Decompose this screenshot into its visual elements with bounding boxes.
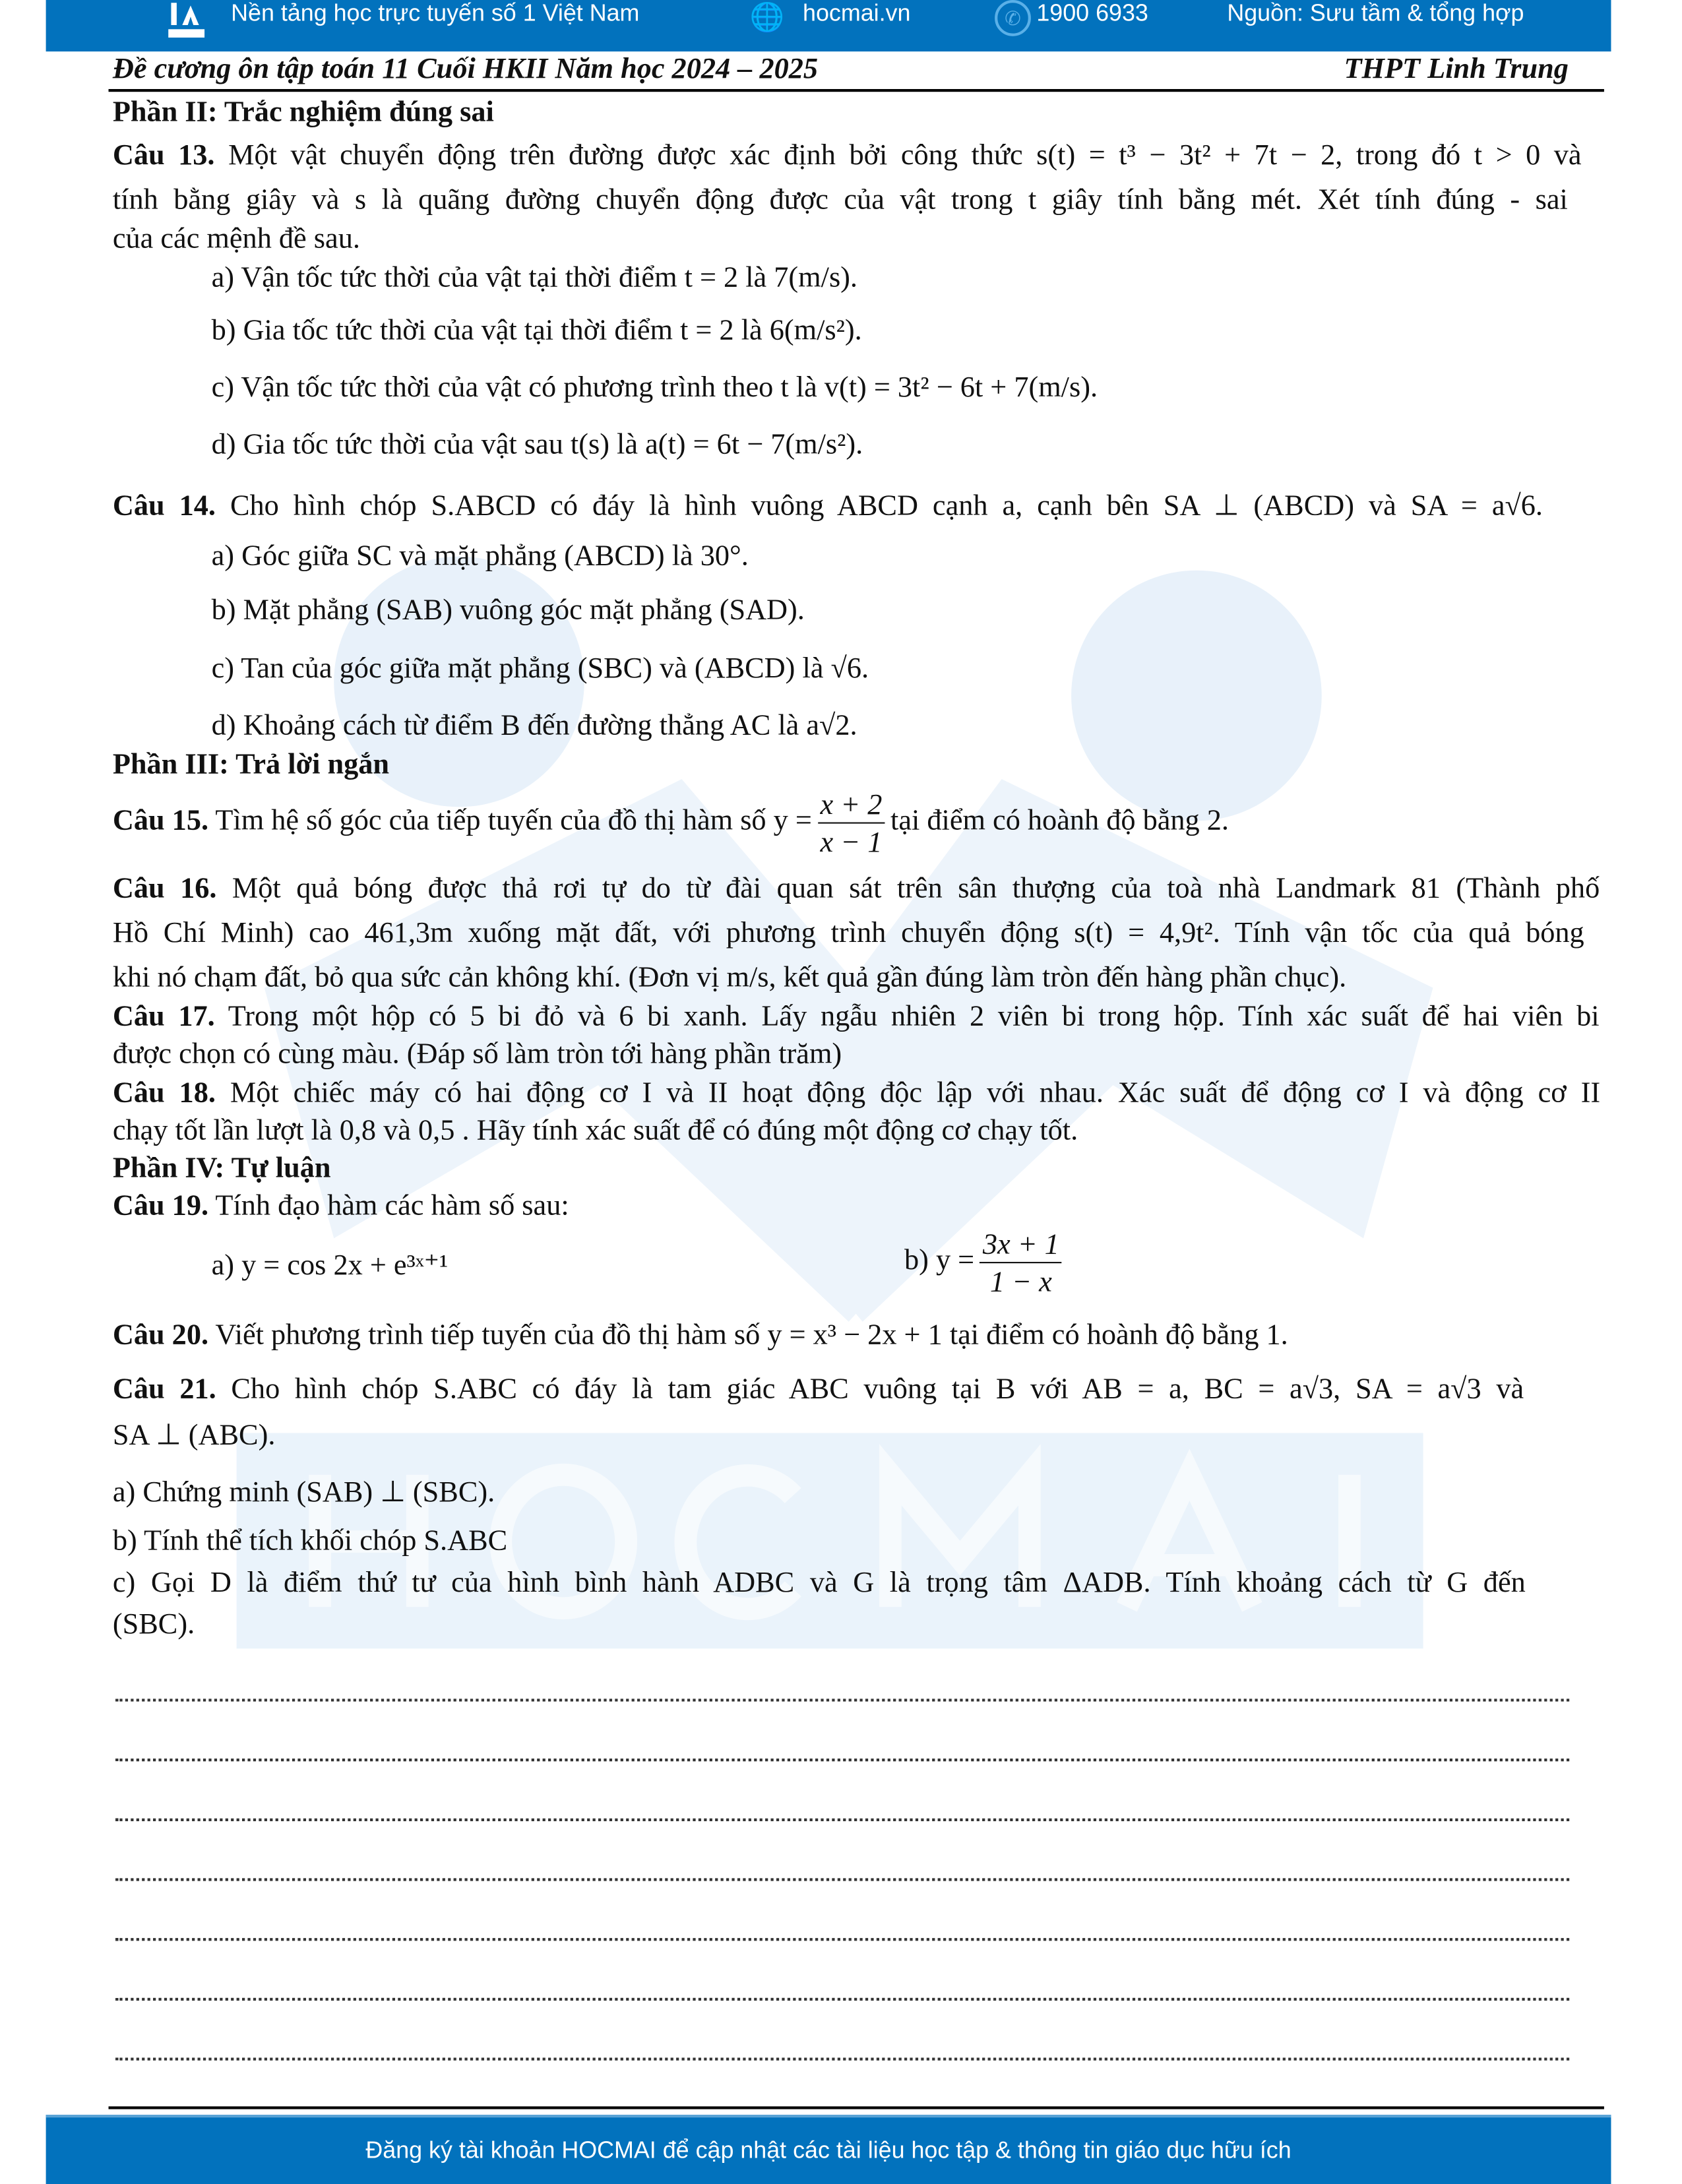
answer-line[interactable] (115, 1819, 1569, 1821)
statement-a: a) Góc giữa SC và mặt phẳng (ABCD) là 30°. (211, 538, 749, 572)
question-label: Câu 21. (112, 1371, 216, 1406)
question-label: Câu 16. (112, 871, 217, 904)
question-text: tại điểm có hoành độ bằng 2. (890, 803, 1230, 837)
question-text: khi nó chạm đất, bỏ qua sức cản không khí. (Đơn vị m/s, kết quả gần đúng làm tròn đến hàng phần chục). (112, 960, 1347, 993)
school-name: THPT Linh Trung (1344, 51, 1569, 85)
exercise-text: b) y = (904, 1243, 975, 1276)
question-text: Tìm hệ số góc của tiếp tuyến của đồ thị hàm số y = (215, 803, 812, 837)
numerator: x + 2 (817, 786, 885, 824)
section-title: Phần IV: Tự luận (112, 1150, 331, 1184)
fraction (980, 1226, 1062, 1299)
question-text: Một vật chuyển động trên đường được xác định bởi công thức s(t) = t³ − 3t² + 7t − 2, trong đó t > 0 và (228, 137, 1582, 172)
hocmai-logo-icon (163, 0, 218, 42)
statement-c: c) Vận tốc tức thời của vật có phương trình theo t là v(t) = 3t² − 6t + 7(m/s). (211, 370, 1098, 404)
section-title: Phần III: Trả lời ngắn (112, 747, 390, 781)
question-16 (113, 871, 1600, 904)
question-label: Câu 15. (112, 803, 209, 837)
phone-icon: ✆ (995, 0, 1031, 36)
exercise-a: a) y = cos 2x + e³ˣ⁺¹ (211, 1247, 449, 1282)
question-line (113, 182, 1600, 216)
statement-c: c) Tan của góc giữa mặt phẳng (SBC) và (ABCD) là √6. (211, 651, 869, 685)
question-label: Câu 14. (112, 488, 216, 522)
exercise-c: c) Gọi D là điểm thứ tư của hình bình hành ADBC và G là trọng tâm ΔADB. Tính khoảng cách từ G đến (112, 1565, 1526, 1599)
question-19 (113, 1188, 1600, 1222)
question-text: Một chiếc máy có hai động cơ I và II hoạt động độc lập với nhau. Xác suất để động cơ I và động cơ II (230, 1075, 1601, 1109)
document-title: Đề cương ôn tập toán 11 Cuối HKII Năm học 2024 – 2025 (112, 51, 819, 85)
exercise-c-cont: (SBC). (112, 1607, 195, 1640)
question-line (113, 960, 1600, 993)
question-17 (113, 999, 1600, 1032)
question-13 (113, 138, 1600, 172)
statement-d: d) Gia tốc tức thời của vật sau t(s) là a(t) = 6t − 7(m/s²). (211, 427, 863, 461)
question-label: Câu 18. (112, 1075, 216, 1109)
answer-line[interactable] (115, 1998, 1569, 2001)
question-text: SA ⊥ (ABC). (112, 1418, 276, 1451)
denominator: 1 − x (989, 1264, 1052, 1298)
phone-number: 1900 6933 (1036, 0, 1148, 27)
question-18 (113, 1075, 1600, 1109)
exercise-a: a) Chứng minh (SAB) ⊥ (SBC). (112, 1474, 495, 1509)
question-text: của các mệnh đề sau. (112, 221, 360, 255)
question-20 (113, 1317, 1600, 1351)
question-label: Câu 20. (112, 1317, 209, 1352)
tagline: Nền tảng học trực tuyến số 1 Việt Nam (231, 0, 640, 27)
globe-icon: 🌐 (749, 3, 785, 34)
answer-line[interactable] (115, 2058, 1569, 2061)
denominator: x − 1 (820, 825, 883, 859)
question-text: Trong một hộp có 5 bi đỏ và 6 bi xanh. Lấy ngẫu nhiên 2 viên bi trong hộp. Tính xác suất để hai viên bi (228, 999, 1600, 1033)
answer-line[interactable] (115, 1878, 1569, 1881)
question-line (113, 916, 1600, 949)
question-14 (113, 488, 1600, 522)
fraction (817, 786, 885, 860)
numerator: 3x + 1 (980, 1226, 1062, 1263)
top-banner (46, 0, 1611, 51)
question-label: Câu 17. (112, 999, 215, 1033)
exercise-b (904, 1226, 1068, 1299)
answer-line[interactable] (115, 1699, 1569, 1701)
question-15 (113, 786, 1600, 860)
question-text: Cho hình chóp S.ABC có đáy là tam giác ABC vuông tại B với AB = a, BC = a√3, SA = a√3 và (231, 1371, 1524, 1406)
question-label: Câu 19. (112, 1188, 209, 1222)
exercise-c-line (113, 1565, 1600, 1599)
answer-line[interactable] (115, 1759, 1569, 1761)
question-text: tính bằng giây và s là quãng đường chuyển động được của vật trong t giây tính bằng mét. Xét tính đúng - sai (112, 182, 1568, 216)
statement-b: b) Mặt phẳng (SAB) vuông góc mặt phẳng (SAD). (211, 592, 805, 627)
footer-banner (46, 2115, 1611, 2184)
statement-d: d) Khoảng cách từ điểm B đến đường thẳng AC là a√2. (211, 708, 857, 742)
question-text: Cho hình chóp S.ABCD có đáy là hình vuông ABCD cạnh a, cạnh bên SA ⊥ (ABCD) và SA = a√6. (230, 488, 1543, 522)
answer-line[interactable] (115, 1938, 1569, 1941)
question-text: chạy tốt lần lượt là 0,8 và 0,5 . Hãy tính xác suất để có đúng một động cơ chạy tốt. (112, 1113, 1078, 1146)
footer-text: Đăng ký tài khoản HOCMAI để cập nhật các tài liệu học tập & thông tin giáo dục hữu ích (365, 2137, 1292, 2164)
section-title: Phần II: Trắc nghiệm đúng sai (112, 94, 494, 129)
exercise-b: b) Tính thể tích khối chóp S.ABC (112, 1523, 508, 1557)
question-label: Câu 13. (112, 137, 215, 172)
question-text: Tính đạo hàm các hàm số sau: (215, 1188, 569, 1222)
question-text: Viết phương trình tiếp tuyến của đồ thị hàm số y = x³ − 2x + 1 tại điểm có hoành độ bằng 1. (215, 1317, 1288, 1352)
website-link[interactable]: hocmai.vn (803, 0, 911, 27)
question-text: Hồ Chí Minh) cao 461,3m xuống mặt đất, với phương trình chuyển động s(t) = 4,9t². Tính vận tốc của quả bóng (112, 915, 1584, 949)
question-21 (113, 1372, 1600, 1406)
statement-b: b) Gia tốc tức thời của vật tại thời điểm t = 2 là 6(m/s²). (211, 313, 862, 347)
statement-a: a) Vận tốc tức thời của vật tại thời điểm t = 2 là 7(m/s). (211, 260, 858, 294)
header-divider (109, 89, 1604, 92)
question-text: được chọn có cùng màu. (Đáp số làm tròn tới hàng phần trăm) (112, 1036, 842, 1070)
question-text: Một quả bóng được thả rơi tự do từ đài quan sát trên sân thượng của toà nhà Landmark 81 (Thành phố (232, 871, 1600, 904)
source-note: Nguồn: Sưu tầm & tổng hợp (1227, 0, 1524, 27)
footer-divider (109, 2106, 1604, 2109)
